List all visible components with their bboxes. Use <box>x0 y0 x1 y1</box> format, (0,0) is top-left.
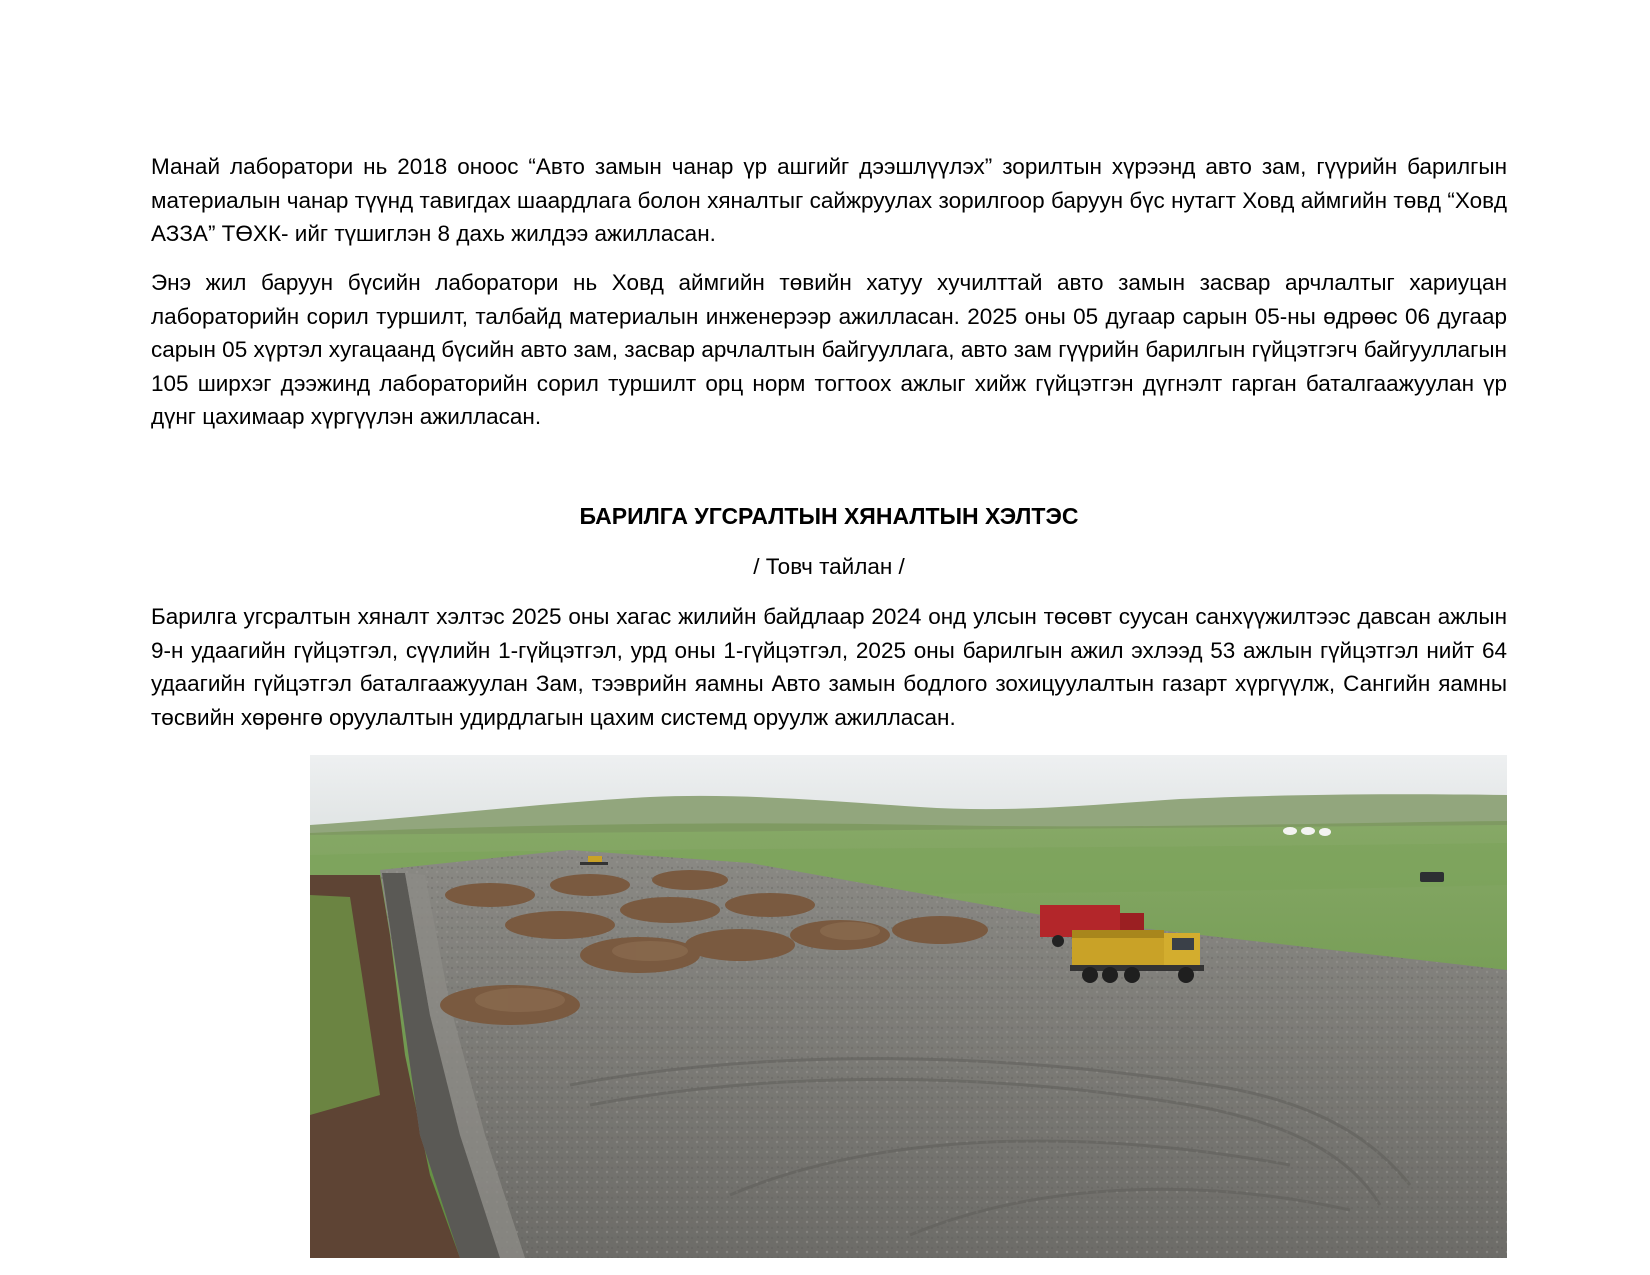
section-paragraph: Барилга угсралтын хяналт хэлтэс 2025 оны хагас жилийн байдлаар 2024 онд улсын төсөвт суусан санхүүжилтээс давсан ажлын 9-н удаагийн гүйцэтгэл, сүүлийн 1-гүйцэтгэл, урд оны 1-гүйцэтгэл, 2025 оны барилгын ажил эхлээд 53 ажлын гүйцэтгэл нийт 64 удаагийн гүйцэтгэл баталгаажуулан Зам, тээврийн яамны Авто замын бодлого зохицуулалтын газарт хүргүүлж, Сангийн яамны төсвийн хөрөнгө оруулалтын удирдлагын цахим системд оруулж ажилласан. <box>151 604 1507 730</box>
yellow-dump-truck <box>1070 930 1204 983</box>
intro-paragraph-lab: Манай лаборатори нь 2018 оноос “Авто замын чанар үр ашгийг дээшлүүлэх” зорилтын хүрээнд авто зам, гүүрийн барилгын материалын чанар түүнд тавигдах шаардлага болон хяналтыг сайжруулах зорилгоор баруун бүс нутагт Ховд аймгийн төвд “Ховд АЗЗА” ТӨХК- ийг түшиглэн 8 дахь жилдээ ажилласан. <box>151 154 1507 246</box>
distant-yurts <box>1283 827 1331 836</box>
intro-paragraph-western-lab: Энэ жил баруун бүсийн лаборатори нь Ховд аймгийн төвийн хатуу хучилттай авто замын засвар арчлалтыг хариуцан лабораторийн сорил туршилт, талбайд материалын инженерээр ажилласан. 2025 оны 05 дугаар сарын 05-ны өдрөөс 06 дугаар сарын 05 хүртэл хугацаанд бүсийн авто зам, засвар арчлалтын байгууллага, авто зам гүүрийн барилгын гүйцэтгэгч байгууллагын 105 ширхэг дээжинд лабораторийн сорил туршилт орц норм тогтоох ажлыг хийж гүйцэтгэн дүгнэлт гарган баталгаажуулан үр дүнг цахимаар хүргүүлэн ажилласан. <box>151 270 1507 429</box>
distant-car <box>1420 872 1444 882</box>
section-subtitle: / Товч тайлан / <box>753 554 905 579</box>
section-title: БАРИЛГА УГСРАЛТЫН ХЯНАЛТЫН ХЭЛТЭС <box>579 503 1079 529</box>
construction-site-photo <box>310 755 1507 1258</box>
